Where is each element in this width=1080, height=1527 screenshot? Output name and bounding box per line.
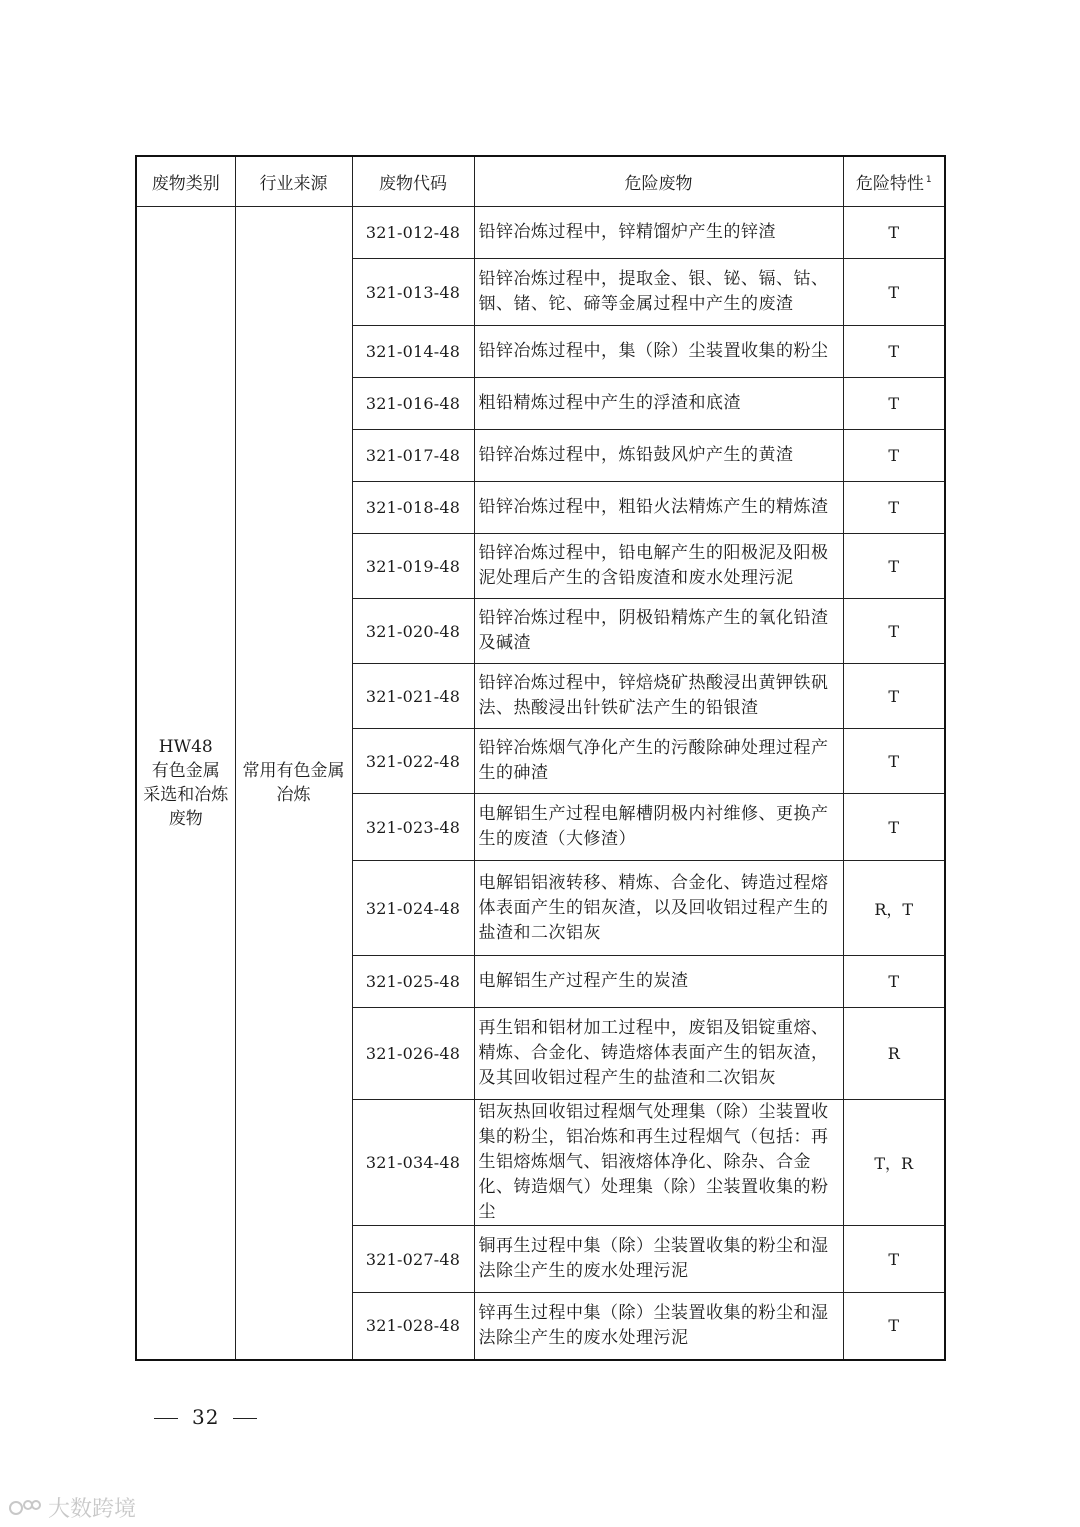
- waste-code: 321-020-48: [352, 599, 474, 664]
- waste-description: 铅锌冶炼过程中，阴极铅精炼产生的氧化铅渣及碱渣: [474, 599, 843, 664]
- hazard-property: T: [843, 1293, 945, 1360]
- waste-description: 铜再生过程中集（除）尘装置收集的粉尘和湿法除尘产生的废水处理污泥: [474, 1226, 843, 1293]
- waste-description: 电解铝生产过程产生的炭渣: [474, 956, 843, 1008]
- waste-description: 铅锌冶炼过程中，铅电解产生的阳极泥及阳极泥处理后产生的含铅废渣和废水处理污泥: [474, 534, 843, 599]
- waste-description: 铅锌冶炼烟气净化产生的污酸除砷处理过程产生的砷渣: [474, 729, 843, 794]
- source-cell: [235, 207, 352, 1360]
- page-dash-right: [233, 1418, 257, 1419]
- waste-code: 321-019-48: [352, 534, 474, 599]
- waste-code: 321-013-48: [352, 259, 474, 326]
- waste-description: 铝灰热回收铝过程烟气处理集（除）尘装置收集的粉尘，铝冶炼和再生过程烟气（包括：再生铝熔炼烟气、铝液熔体净化、除杂、合金化、铸造烟气）处理集（除）尘装置收集的粉尘: [474, 1100, 843, 1226]
- page-dash-left: [154, 1418, 178, 1419]
- category-code: HW48: [158, 736, 213, 757]
- category-name-line3: 废物: [168, 808, 203, 829]
- category-name-line2: 采选和冶炼: [143, 784, 229, 805]
- header-hazard: [843, 156, 945, 207]
- page-number: [140, 1405, 271, 1429]
- hazard-property: T: [843, 259, 945, 326]
- header-hazard-label: 危险特性: [855, 174, 924, 194]
- waste-code: 321-026-48: [352, 1008, 474, 1100]
- hazard-property: T: [843, 729, 945, 794]
- hazard-property: R，T: [843, 861, 945, 956]
- waste-code: 321-016-48: [352, 378, 474, 430]
- waste-code: 321-023-48: [352, 794, 474, 861]
- waste-code: 321-012-48: [352, 207, 474, 259]
- waste-code: 321-025-48: [352, 956, 474, 1008]
- waste-description: 电解铝生产过程电解槽阴极内衬维修、更换产生的废渣（大修渣）: [474, 794, 843, 861]
- waste-description: 电解铝铝液转移、精炼、合金化、铸造过程熔体表面产生的铝灰渣，以及回收铝过程产生的盐渣和二次铝灰: [474, 861, 843, 956]
- waste-description: 锌再生过程中集（除）尘装置收集的粉尘和湿法除尘产生的废水处理污泥: [474, 1293, 843, 1360]
- watermark-logo-icon: [8, 1496, 42, 1520]
- hazard-property: T: [843, 794, 945, 861]
- waste-code: 321-034-48: [352, 1100, 474, 1226]
- hazard-property: T: [843, 326, 945, 378]
- header-row: [136, 156, 945, 207]
- hazard-property: T，R: [843, 1100, 945, 1226]
- header-category: 废物类别: [136, 156, 235, 207]
- hazard-property: T: [843, 599, 945, 664]
- hazard-property: T: [843, 1226, 945, 1293]
- footnote-marker: 1: [925, 175, 932, 186]
- waste-description: 铅锌冶炼过程中，锌精馏炉产生的锌渣: [474, 207, 843, 259]
- waste-code: 321-021-48: [352, 664, 474, 729]
- category-name-line1: 有色金属: [151, 760, 220, 781]
- hazard-property: T: [843, 207, 945, 259]
- waste-description: 粗铅精炼过程中产生的浮渣和底渣: [474, 378, 843, 430]
- hazard-property: T: [843, 664, 945, 729]
- waste-code: 321-018-48: [352, 482, 474, 534]
- waste-code: 321-027-48: [352, 1226, 474, 1293]
- watermark-text: 大数跨境: [48, 1497, 137, 1522]
- waste-description: 再生铝和铝材加工过程中，废铝及铝锭重熔、精炼、合金化、铸造熔体表面产生的铝灰渣，及其回收铝过程产生的盐渣和二次铝灰: [474, 1008, 843, 1100]
- header-code: 废物代码: [352, 156, 474, 207]
- hazard-property: T: [843, 430, 945, 482]
- source-line2: 冶炼: [276, 784, 311, 805]
- category-cell: [136, 207, 235, 1360]
- waste-code: 321-017-48: [352, 430, 474, 482]
- hazard-property: T: [843, 534, 945, 599]
- table-row: [136, 207, 945, 259]
- waste-code: 321-022-48: [352, 729, 474, 794]
- waste-description: 铅锌冶炼过程中，炼铅鼓风炉产生的黄渣: [474, 430, 843, 482]
- source-line1: 常用有色金属: [242, 760, 345, 781]
- waste-code: 321-024-48: [352, 861, 474, 956]
- header-waste: 危险废物: [474, 156, 843, 207]
- hazard-property: R: [843, 1008, 945, 1100]
- watermark: [8, 1492, 136, 1523]
- page-number-text: 32: [192, 1405, 220, 1429]
- waste-description: 铅锌冶炼过程中，提取金、银、铋、镉、钴、铟、锗、铊、碲等金属过程中产生的废渣: [474, 259, 843, 326]
- waste-code: 321-028-48: [352, 1293, 474, 1360]
- waste-description: 铅锌冶炼过程中，集（除）尘装置收集的粉尘: [474, 326, 843, 378]
- hazard-property: T: [843, 956, 945, 1008]
- header-source: 行业来源: [235, 156, 352, 207]
- hazard-property: T: [843, 482, 945, 534]
- waste-description: 铅锌冶炼过程中，锌焙烧矿热酸浸出黄钾铁矾法、热酸浸出针铁矿法产生的铅银渣: [474, 664, 843, 729]
- hazardous-waste-table: [135, 155, 946, 1361]
- hazard-property: T: [843, 378, 945, 430]
- waste-code: 321-014-48: [352, 326, 474, 378]
- waste-description: 铅锌冶炼过程中，粗铅火法精炼产生的精炼渣: [474, 482, 843, 534]
